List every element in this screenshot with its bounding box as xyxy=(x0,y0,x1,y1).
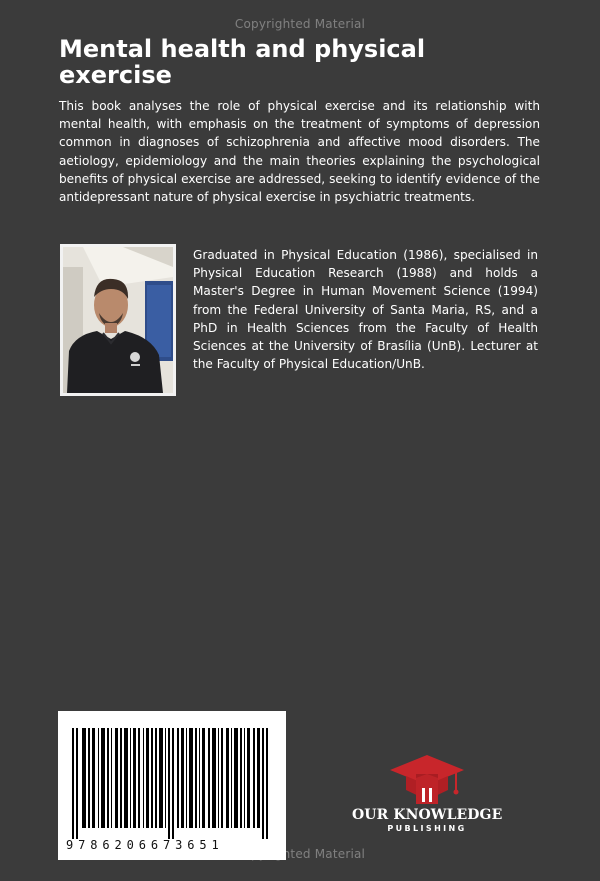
graduation-cap-icon xyxy=(352,752,502,808)
watermark-top: Copyrighted Material xyxy=(234,17,366,31)
watermark-bottom: Copyrighted Material xyxy=(234,847,366,861)
isbn-digits: 9786206673651 xyxy=(66,838,224,852)
publisher-name: OUR KNOWLEDGE xyxy=(352,807,503,823)
isbn-barcode xyxy=(58,711,286,860)
publisher-logo xyxy=(352,752,502,836)
author-photo xyxy=(60,244,176,396)
book-title: Mental health and physical exercise xyxy=(59,35,426,89)
book-description: This book analyses the role of physical exercise and its relationship with mental health, with emphasis on the treatment of symptoms of depression common in diagnoses of schizophrenia and affective mood disorders. The aetiology, epidemiology and the main theories explaining the psychological benefits of physical exercise are addressed, seeking to identify evidence of the antidepressant nature of physical exercise in psychiatric treatments. xyxy=(59,99,540,205)
author-bio: Graduated in Physical Education (1986), specialised in Physical Education Research (1988) and holds a Master's Degree in Human Movement Science (1994) from the Federal University of Santa Maria, RS, and a PhD in Health Sciences from the Faculty of Health Sciences at the University of Brasília (UnB). Lecturer at the Faculty of Physical Education/UnB. xyxy=(193,248,538,372)
publisher-subtitle: PUBLISHING xyxy=(387,824,467,833)
barcode-bars xyxy=(58,711,286,839)
author-portrait-image xyxy=(63,247,173,393)
